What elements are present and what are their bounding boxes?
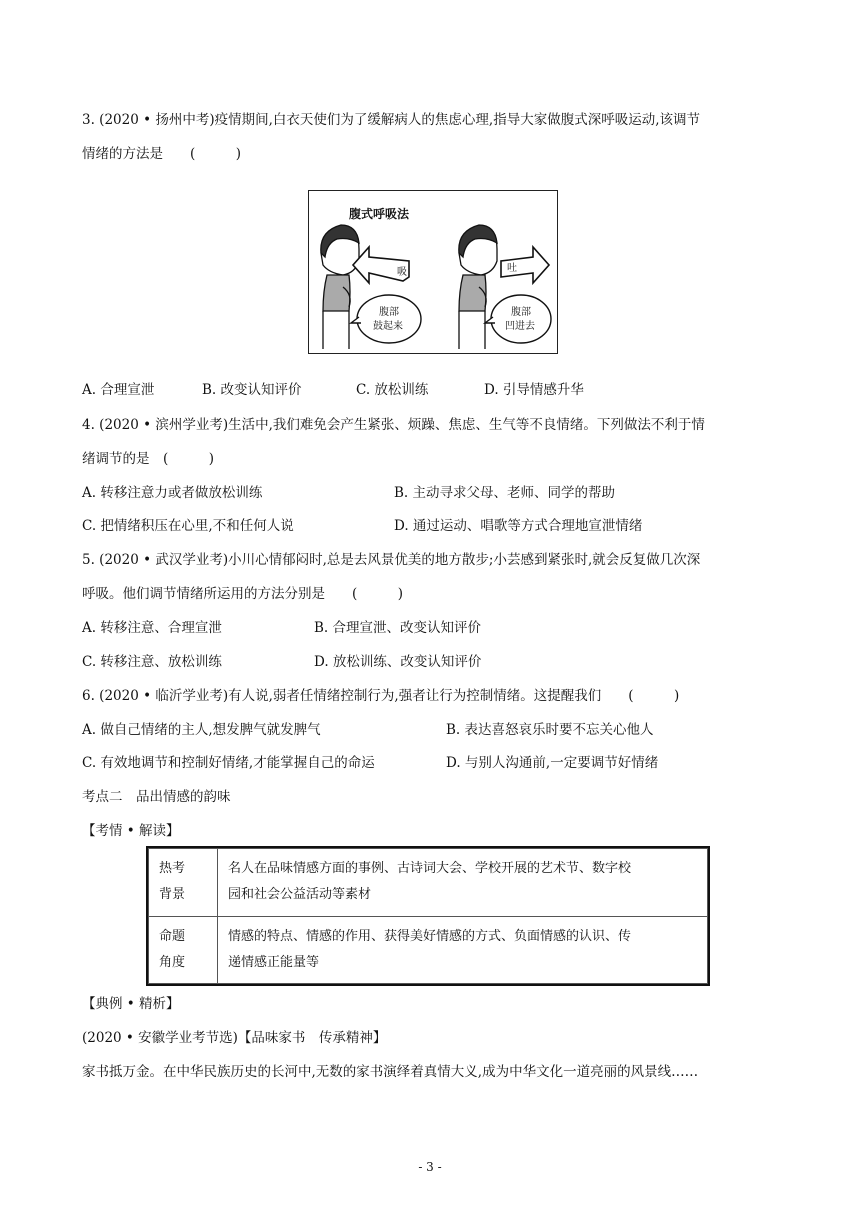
example-source: (2020 • 安徽学业考节选)【品味家书 传承精神】 xyxy=(82,1030,387,1046)
table-value-line: 情感的特点、情感的作用、获得美好情感的方式、负面情感的认识、传 xyxy=(228,928,632,944)
inhale-person-icon xyxy=(321,225,359,349)
table-key-cell xyxy=(149,916,218,984)
q5-option-c[interactable]: C. 转移注意、放松训练 xyxy=(82,654,222,670)
belly-in-text-1: 腹部 xyxy=(511,307,531,318)
q6-option-a[interactable]: A. 做自己情绪的主人,想发脾气就发脾气 xyxy=(82,722,321,738)
q4-option-c[interactable]: C. 把情绪积压在心里,不和任何人说 xyxy=(82,518,294,534)
table-row xyxy=(149,916,708,984)
breathing-illustration xyxy=(309,191,556,352)
belly-out-bubble xyxy=(351,295,421,343)
q5-option-a[interactable]: A. 转移注意、合理宣泄 xyxy=(82,620,222,636)
belly-out-text-2: 鼓起来 xyxy=(373,321,403,332)
q3-option-b[interactable]: B. 改变认知评价 xyxy=(202,382,302,398)
table-value-line: 园和社会公益活动等素材 xyxy=(228,887,372,903)
q3-stem-line2: 情绪的方法是 ( ) xyxy=(82,146,242,162)
q3-option-d[interactable]: D. 引导情感升华 xyxy=(484,382,584,398)
q4-option-d[interactable]: D. 通过运动、唱歌等方式合理地宣泄情绪 xyxy=(394,518,643,534)
table-key-line: 热考 xyxy=(159,861,186,877)
q5-stem-line1: 5. (2020 • 武汉学业考)小川心情郁闷时,总是去风景优美的地方散步;小芸感到紧张时,就会反复做几次深 xyxy=(82,552,701,568)
figure-title: 腹式呼吸法 xyxy=(349,207,410,221)
exhale-text: 吐 xyxy=(507,263,517,274)
q4-option-b[interactable]: B. 主动寻求父母、老师、同学的帮助 xyxy=(394,485,616,501)
table-key-cell xyxy=(149,849,218,917)
q3-option-a[interactable]: A. 合理宣泄 xyxy=(82,382,155,398)
table-value-line: 名人在品味情感方面的事例、古诗词大会、学校开展的艺术节、数字校 xyxy=(228,861,632,877)
inhale-text: 吸 xyxy=(397,267,407,278)
table-key-line: 命题 xyxy=(159,928,186,944)
q6-option-c[interactable]: C. 有效地调节和控制好情绪,才能掌握自己的命运 xyxy=(82,755,375,771)
kaoqing-table xyxy=(146,846,710,986)
q5-option-b[interactable]: B. 合理宣泄、改变认知评价 xyxy=(314,620,482,636)
table-value-cell xyxy=(218,916,708,984)
table-key-line: 背景 xyxy=(159,887,186,903)
q6-option-d[interactable]: D. 与别人沟通前,一定要调节好情绪 xyxy=(446,755,659,771)
table-row xyxy=(149,849,708,917)
example-passage: 家书抵万金。在中华民族历史的长河中,无数的家书演绎着真情大义,成为中华文化一道亮丽的风景线…… xyxy=(82,1064,699,1080)
q4-stem-line2: 绪调节的是 ( ) xyxy=(82,451,215,467)
breathing-figure xyxy=(308,190,558,354)
q4-stem-line1: 4. (2020 • 滨州学业考)生活中,我们难免会产生紧张、烦躁、焦虑、生气等不良情绪。下列做法不利于情 xyxy=(82,417,705,433)
page-number: - 3 - xyxy=(418,1160,442,1174)
table-value-cell xyxy=(218,849,708,917)
kaoqing-heading: 【考情 • 解读】 xyxy=(82,823,180,839)
dianli-heading: 【典例 • 精析】 xyxy=(82,996,180,1012)
section-title: 考点二 品出情感的韵味 xyxy=(82,789,231,805)
q5-option-d[interactable]: D. 放松训练、改变认知评价 xyxy=(314,654,482,670)
exhale-person-icon xyxy=(459,225,497,349)
belly-in-text-2: 凹进去 xyxy=(505,321,535,332)
q3-stem-line1: 3. (2020 • 扬州中考)疫情期间,白衣天使们为了缓解病人的焦虑心理,指导大家做腹式深呼吸运动,该调节 xyxy=(82,112,700,128)
table-key-line: 角度 xyxy=(159,954,186,970)
q4-option-a[interactable]: A. 转移注意力或者做放松训练 xyxy=(82,485,263,501)
belly-out-text-1: 腹部 xyxy=(379,307,399,318)
belly-in-bubble xyxy=(485,295,551,343)
table-value-line: 递情感正能量等 xyxy=(228,954,320,970)
q6-option-b[interactable]: B. 表达喜怒哀乐时要不忘关心他人 xyxy=(446,722,654,738)
q3-option-c[interactable]: C. 放松训练 xyxy=(356,382,429,398)
q6-stem-line1: 6. (2020 • 临沂学业考)有人说,弱者任情绪控制行为,强者让行为控制情绪。这提醒我们 ( ) xyxy=(82,688,680,704)
q5-stem-line2: 呼吸。他们调节情绪所运用的方法分别是 ( ) xyxy=(82,586,404,602)
